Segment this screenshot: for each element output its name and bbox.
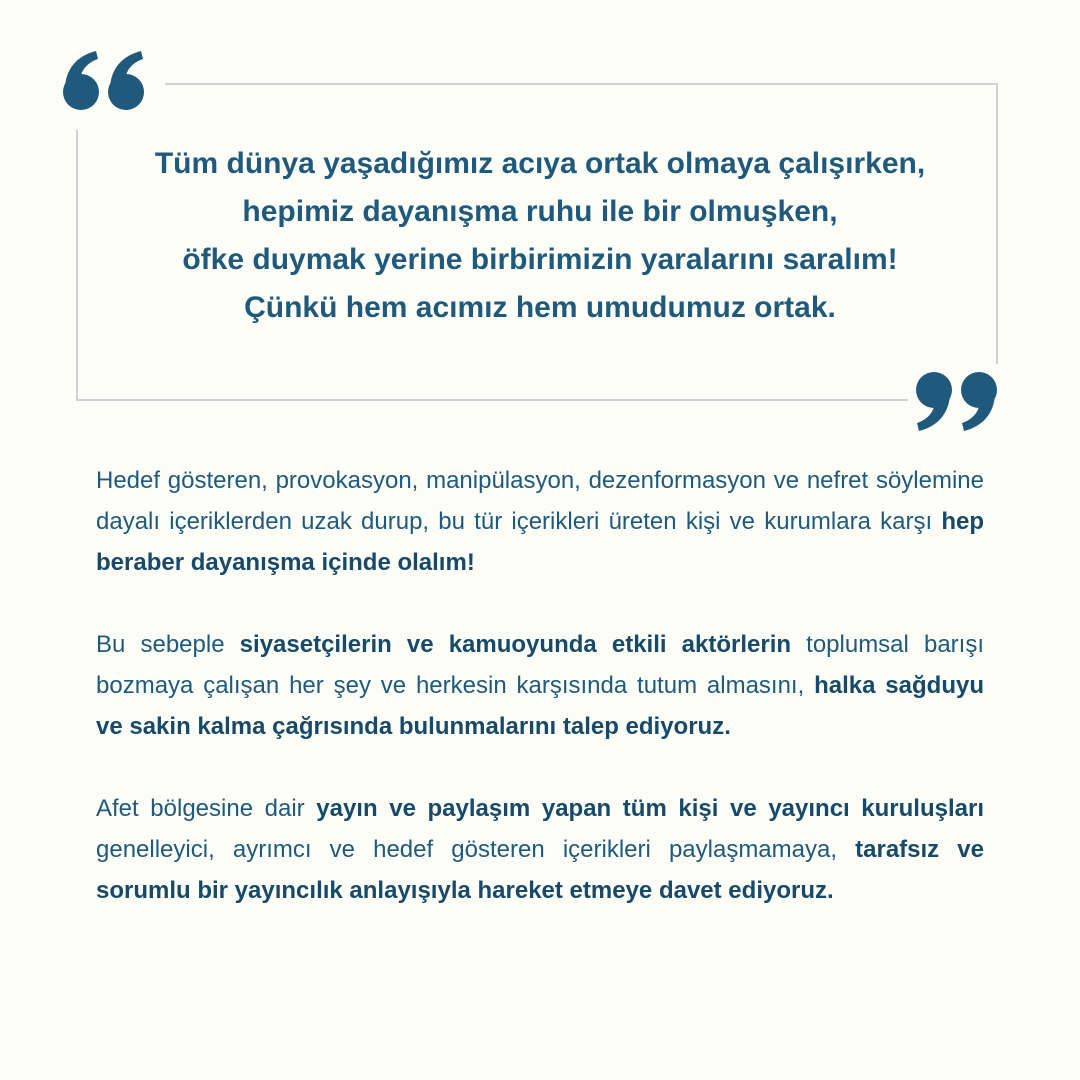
emphasis-segment: halka sağduyu ve sakin kalma çağrısında bulunmalarını talep ediyoruz. — [96, 672, 984, 740]
text-segment: Afet bölgesine dair — [96, 795, 317, 822]
text-segment: Hedef gösteren, provokasyon, manipülasyon, dezenformasyon ve nefret söylemine dayalı içeriklerden uzak durup, bu tür içerikleri üreten kişi ve kurumlara karşı — [96, 467, 984, 535]
quote-line: hepimiz dayanışma ruhu ile bir olmuşken, — [242, 195, 838, 228]
close-quote-icon — [912, 370, 998, 432]
emphasis-segment: tarafsız ve sorumlu bir yayıncılık anlayışıyla hareket etmeye davet ediyoruz. — [96, 836, 984, 904]
quote-text — [100, 140, 980, 332]
statement-body — [96, 460, 984, 952]
paragraph-3 — [96, 788, 984, 911]
paragraph-2 — [96, 624, 984, 747]
text-segment: genelleyici, ayrımcı ve hedef gösteren içerikleri paylaşmamaya, — [96, 836, 856, 863]
emphasis-segment: hep beraber dayanışma içinde olalım! — [96, 508, 984, 576]
emphasis-segment: siyasetçilerin ve kamuoyunda etkili aktörlerin — [239, 631, 792, 658]
quote-frame-top — [165, 83, 998, 85]
quote-line: Tüm dünya yaşadığımız acıya ortak olmaya çalışırken, — [154, 147, 926, 180]
quote-line: öfke duymak yerine birbirimizin yaralarını saralım! — [182, 243, 898, 276]
quote-frame-bottom — [76, 399, 908, 401]
quote-frame-left — [76, 130, 78, 401]
emphasis-segment: yayın ve paylaşım yapan tüm kişi ve yayıncı kuruluşları — [316, 795, 985, 822]
text-segment: Bu sebeple — [96, 631, 240, 658]
open-quote-icon — [62, 50, 148, 112]
quote-line: Çünkü hem acımız hem umudumuz ortak. — [244, 291, 836, 324]
text-segment: toplumsal barışı bozmaya çalışan her şey ve herkesin karşısında tutum almasını, — [96, 631, 985, 699]
quote-frame-right — [996, 83, 998, 364]
paragraph-1 — [96, 460, 984, 583]
